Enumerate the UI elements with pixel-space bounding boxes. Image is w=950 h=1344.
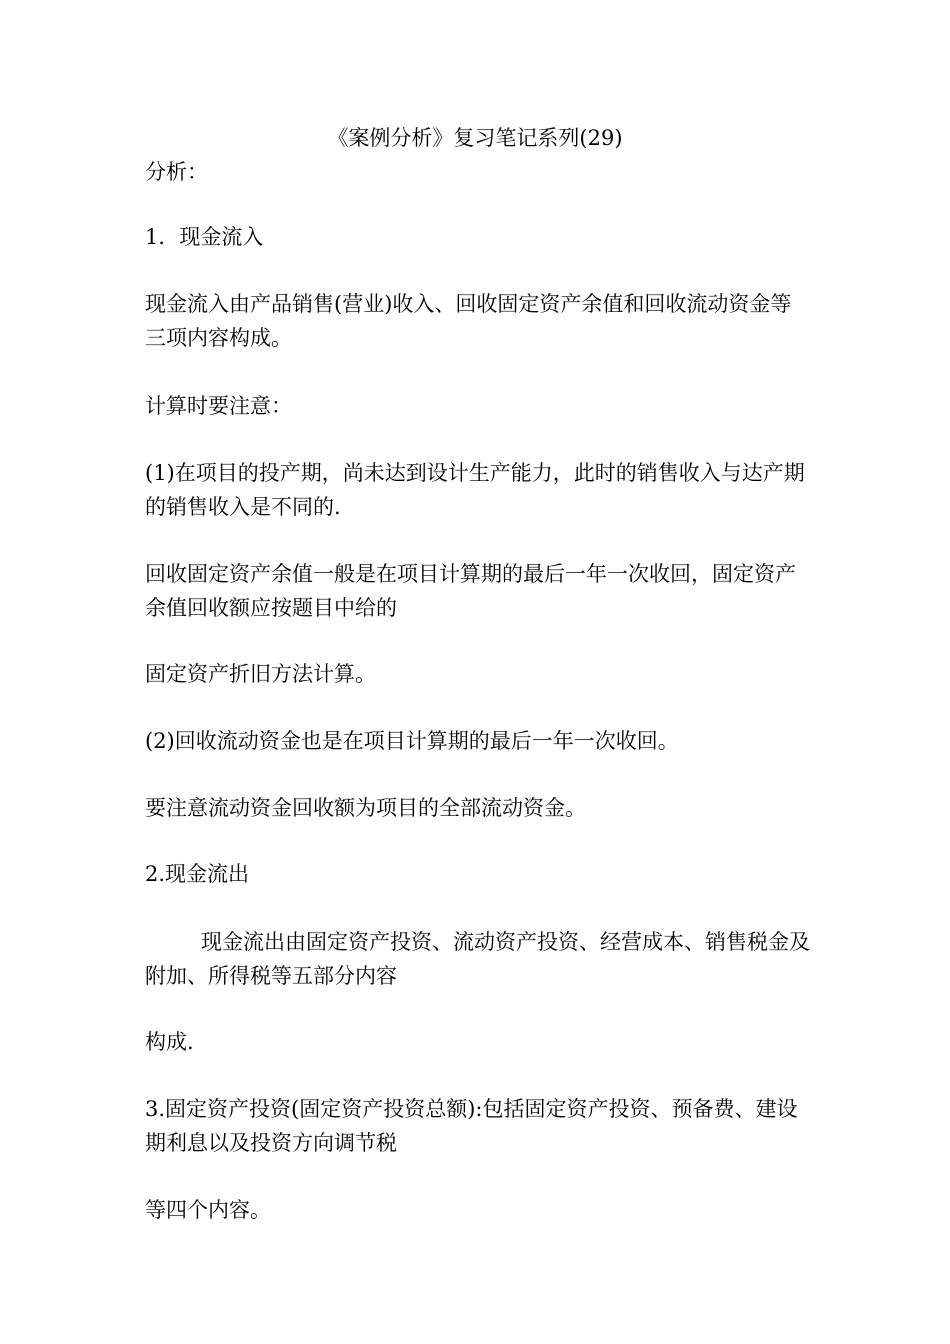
paragraph-note-2: (2)回收流动资金也是在项目计算期的最后一年一次收回。 xyxy=(145,729,679,753)
paragraph-fixed-asset-investment: 3.固定资产投资(固定资产投资总额):包括固定资产投资、预备费、建设期利息以及投资方向调节税 xyxy=(145,1097,798,1155)
paragraph-calc-note: 计算时要注意： xyxy=(145,394,292,418)
paragraph-note-1: (1)在项目的投产期，尚未达到设计生产能力，此时的销售收入与达产期的销售收入是不同的. xyxy=(145,461,805,519)
paragraph-cash-outflow-heading: 2.现金流出 xyxy=(145,862,250,886)
paragraph-depreciation: 固定资产折旧方法计算。 xyxy=(145,662,376,686)
paragraph-cash-inflow-heading: 1．现金流入 xyxy=(145,225,264,249)
paragraph-four-items: 等四个内容。 xyxy=(145,1198,271,1222)
paragraph-fixed-asset-residual: 回收固定资产余值一般是在项目计算期的最后一年一次收回，固定资产余值回收额应按题目中给的 xyxy=(145,562,796,620)
paragraph-composition: 构成. xyxy=(145,1030,194,1054)
paragraph-analysis-heading: 分析： xyxy=(145,160,208,184)
paragraph-cash-outflow-body: 现金流出由固定资产投资、流动资产投资、经营成本、销售税金及附加、所得税等五部分内容 xyxy=(145,930,810,988)
paragraph-cash-inflow-body: 现金流入由产品销售(营业)收入、回收固定资产余值和回收流动资金等三项内容构成。 xyxy=(145,292,792,350)
document-title: 《案例分析》复习笔记系列(29) xyxy=(327,126,623,150)
paragraph-working-capital: 要注意流动资金回收额为项目的全部流动资金。 xyxy=(145,796,586,820)
